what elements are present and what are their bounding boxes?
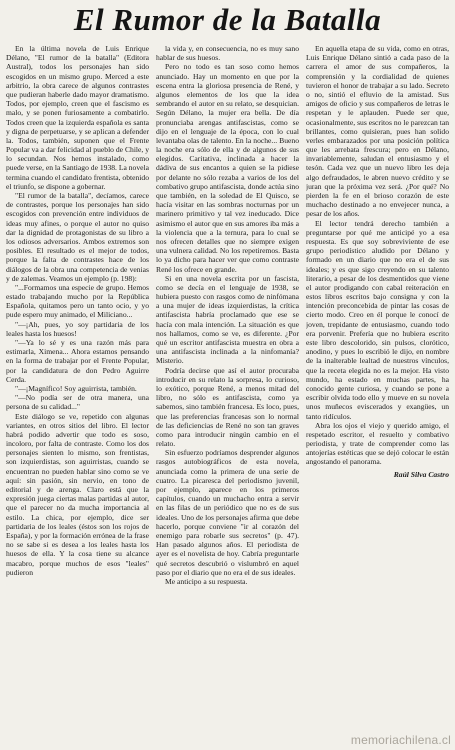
paragraph: Este diálogo se ve, repetido con algunas variantes, en otros sitios del libro. El lector habrá podido advertir que todo es soso, incoloro, por falta de contraste. Como los dos personajes sienten lo mismo, son frentistas, son izquierdistas, son aguirristas, cuando se encuentran no pueden hablar sino como se ve aquí: sin pasión, sin nervio, en tono de editorial y de arenga. Claro está que la expresión juega ciertas malas partidas al autor, que el parecer no da mucha importancia al estilo. La chica, por ejemplo, dice ser partidaria de los leales (éstos son los rojos de España), y por la formación errónea de la frase no se sabe si es desea a los leales hasta los huesos de ella. Y la cosa tiene su alcance macabro, porque muchos de esos "leales" pudieron [6, 411, 149, 577]
author-signature: Raúl Silva Castro [393, 469, 449, 479]
article-body [6, 44, 449, 734]
paragraph: "—Ya lo sé y es una razón más para estimarla, Ximena... Ahora estamos pensando en la forma de trabajar por el Frente Popular, por la candidatura de don Pedro Aguirre Cerda. [6, 338, 149, 384]
paragraph: "—No podía ser de otra manera, una persona de su calidad..." [6, 393, 149, 412]
paragraph: Abra los ojos el viejo y querido amigo, el respetado escritor, el resuelto y combativo periodista, y trate de comprender como las antojerías estéticas que se dejó colocar le están angostando el panorama. [306, 420, 449, 467]
paragraph: Si en una novela escrita por un fascista, como se decía en el lenguaje de 1938, se hubiera puesto con rasgos como de ninfómana a una mujer de ideas izquierdistas, la crítica antifascista habría proclamado que ese se hacía con mala intención. La situación es que nos hallamos, como se ve, es diferente. ¿Por qué un escritor antifascista muestra en obra a una antifascista inclinada a la ninfomanía? Misterio. [156, 273, 299, 366]
paragraph: Pero no todo es tan soso como hemos anunciado. Hay un momento en que por la escena entra la gloriosa presencia de René, y algunos elementos de los que la idea sembrando el autor en su relato, se desquician. Según Délano, la mujer era bella. De día pronunciaba arengas antifascistas, como se dijo en el lenguaje de la época, con lo cual levantaba olas de talento. En la noche... Bueno la noche era sólo de ella y de algunos de sus elegidos. Caritativa, inclinada a hacer la dádiva de sus encantos a quien se la pidiese por delante no sólo rezaba a varios de los del combativo grupo antifascista, donde actúa sino que también, en la soledad de El Quisco, se hacía visitar en las sombras nocturnas por un marinero primitivo y tal vez ineducado. Dice asimismo el autor que en sus amores iba más a la violencia que a la ternura, para lo cual se nos ofrecen detalles que no siempre exigen una vulnera calidad. No los repetiremos. Basta lo ya dicho para hacer ver que como contraste René los ofrece en grande. [156, 62, 299, 274]
paragraph: la vida y, en consecuencia, no es muy sano hablar de sus huesos. [156, 44, 299, 63]
paragraph: "El rumor de la batalla", decíamos, carece de contrastes, porque los personajes han sido escogidos con prevención entre individuos de ideas muy afines, o porque el autor no quiso dar la dignidad de protagonistas de su libro a los odiosos adversarios. Ambos extremos son posibles. El resultado es el mejor de todos, porque la falta de contrastes hace de los diálogos de la obra una competencia de venias y de zalemas. Veamos un ejemplo (p. 198): [6, 191, 149, 283]
paragraph: Sin esfuerzo podríamos desprender algunos rasgos autobiográficos de esta novela, anunciada como la primera de una serie de cuatro. La picaresca del periodismo juvenil, por ejemplo, aparece en los primeros capítulos, cuando un muchacho entra a servir en las filas de un periódico que no es de sus ideales. Uno de los personajes afirma que debe hacerlo, porque conviene "ir al corazón del enemigo para robarle sus secretos" (p. 47). Han pasado algunos años. El periodista de ayer es el novelista de hoy. Cabría preguntarle qué secretos descubrió o vislumbró en aquel paso por el diario que no era el de sus ideales. [156, 448, 299, 577]
paragraph: "...Formamos una especie de grupo. Hemos estado trabajando mucho por la República Española, quitamos pero un tanto ocio, y yo pude espero muy animado, el Miliciano... [6, 282, 149, 320]
article-column-1 [6, 44, 149, 734]
article-column-3 [306, 44, 449, 734]
paragraph: Podría decirse que así el autor procuraba introducir en su relato la sorpresa, lo curioso, lo exótico, porque René, a menos mitad del libro, no sólo es antifascista, como ya sabemos, sino también francesa. Es loco, pues, que las preferencias francesas son lo normal de las deficiencias de René no son tan graves como para introducir ningún cambio en el relato. [156, 365, 299, 449]
article-title: El Rumor de la Batalla [73, 2, 382, 37]
source-watermark: memoriachilena.cl [350, 733, 451, 747]
paragraph: "—¡Magnífico! Soy aguirrista, también. [15, 383, 137, 393]
paragraph: El lector tendrá derecho también a preguntarse por qué me anticipé yo a esa respuesta. Es que soy sobreviviente de ese grupo periodístico aludido por Délano y formado en un diario que no era el de sus ideales; y es que sigo creyendo en su talento literario, a pesar de los desmentidos que viene el autor prodigando con cabal reiteración en estos libros escritos bajo consigna y con la intención preconcebida de pintar las cosas de cierto modo. Creo en él porque le conocí de joven, trepidante de entusiasmo, cuando todo era porvenir. Prefería que no hubiera escrito este libro descolorido, sin pulsos, clorótico, anodino, y pues lo escribió le dijo, en nombre de la inalterable lealtad de nuestros vínculos, que la receta elegida no es la mejor. Ha visto mundo, ha estado en muchas partes, ha conocido gente curiosa, y cuando se pone a escribir olvida todo ello y mueve en su novela unos muñecos eviscerados y exangües, un tanto ridículos. [306, 218, 449, 421]
paragraph: En aquella etapa de su vida, como en otras, Luis Enrique Délano sintió a cada paso de la carrera el amor de sus compañeros, la comprensión y la cordialidad de quienes tuvieron el honor de trabajar a su lado. Secreto o no, sintió el efluvio de la amistad. Sus amigos de oficio y sus compañeros de letras le respetan y le aplauden. Puede ser que, ocasionalmente, sus escritos no le parezcan tan brillantes, como quisieran, pues han solido verles embarazados por una posición política que les arrebata frescura; pero en Délano, invariablemente, saludan el entusiasmo y el tesón. Cada vez que un nuevo libro les deja algo defraudados, le abren nuevo crédito y se juran que la próxima vez será. ¿Por qué? No pierden la fe en el brioso corazón de este muchacho destinado a no envejecer nunca, a pesar de los años. [306, 44, 449, 219]
paragraph: En la última novela de Luis Enrique Délano, "El rumor de la batalla" (Editora Austral), todos los personajes han sido escogidos en un mismo grupo. Merced a este arbitrio, la obra carece de algunos contrastes que pudieran haberle dado mayor dramatismo. Todos, por ejemplo, creen que el fascismo es malo, y se ponen furiosamente a combatirlo. Todos creen que la izquierda española es santa y digna de perpetuarse, y se aplican a defender la. Todos, también, suponen que el Frente Popular va a dar felicidad al pueblo de Chile, y lo secundan. Nos hemos instalado, como puede verse, en la Santiago de 1938. La novela termina cuando el candidato frentista, obtenido el triunfo, se dispone a gobernar. [6, 44, 149, 191]
paragraph: Me anticipo a su respuesta. [165, 576, 248, 586]
paragraph: "—¡Ah, pues, yo soy partidaria de los leales hasta los huesos! [6, 319, 149, 338]
article-column-2 [156, 44, 299, 734]
